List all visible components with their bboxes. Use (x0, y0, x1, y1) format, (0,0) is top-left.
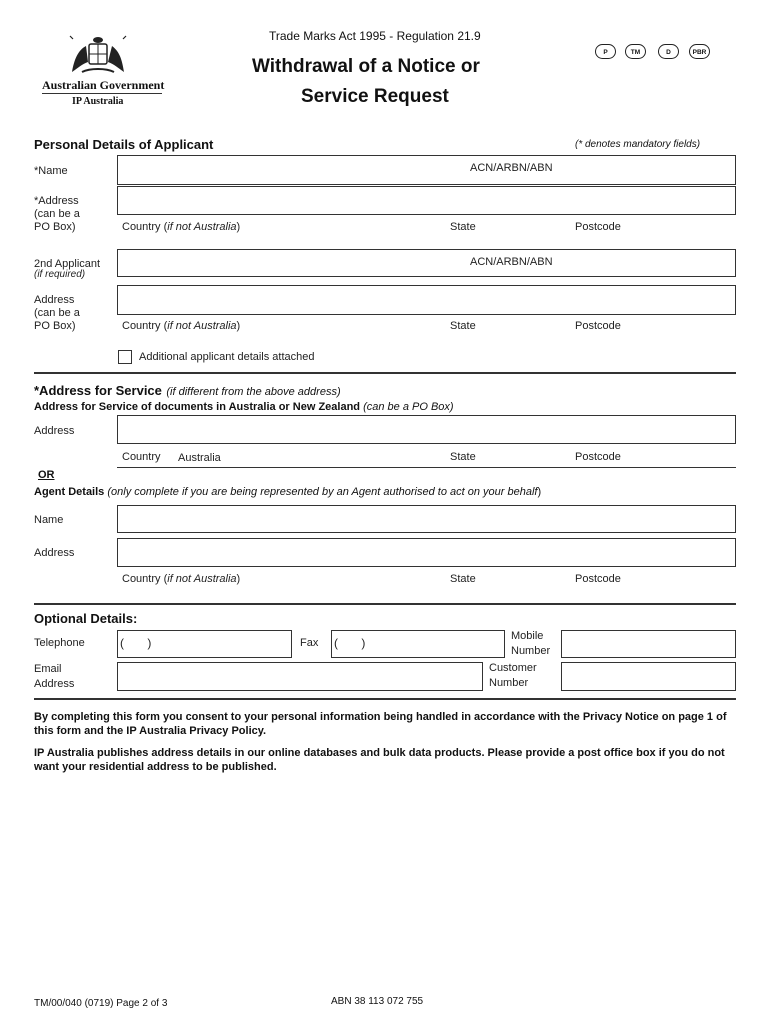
service-subtitle-row (34, 401, 454, 414)
page-title-line1: Withdrawal of a Notice or (252, 56, 480, 77)
telephone-label: Telephone (34, 637, 85, 649)
agent-address-field[interactable] (117, 538, 736, 567)
or-label: OR (38, 469, 55, 481)
country2-label-close: ) (236, 320, 241, 332)
agent-details-close: ) (537, 486, 542, 498)
agent-postcode-label: Postcode (575, 573, 621, 585)
customer-label-line1: Customer (489, 662, 537, 674)
government-name: Australian Government (42, 78, 165, 92)
agent-country-italic: if not Australia (167, 573, 237, 585)
customer-number-field[interactable] (561, 662, 736, 691)
agent-details-label: Agent Details (34, 486, 105, 498)
acn2-label: ACN/ARBN/ABN (470, 256, 553, 268)
mandatory-note: (* denotes mandatory fields) (575, 139, 701, 150)
section-divider-2 (34, 603, 736, 605)
telephone-value: ( ) (120, 636, 152, 650)
privacy-consent-notice: By completing this form you consent to your personal information being handled in accordance with the Privacy Notice on page 1 of this form and the IP Australia Privacy Policy. (34, 711, 727, 737)
badge-p: P (595, 44, 616, 59)
mobile-label-line2: Number (511, 645, 551, 657)
agent-country-label (122, 573, 240, 585)
agent-name-label: Name (34, 514, 64, 526)
email-label-line1: Email (34, 663, 62, 675)
fax-value: ( ) (334, 636, 366, 650)
publication-notice: IP Australia publishes address details in our online databases and bulk data products. Please provide a post office box if you do not want your residential address to be published. (34, 747, 725, 773)
service-address-label: Address (34, 425, 75, 437)
service-row-bottom-line (117, 467, 736, 468)
country-label-close: ) (236, 221, 241, 233)
act-reference: Trade Marks Act 1995 - Regulation 21.9 (269, 29, 481, 43)
name-label: *Name (34, 165, 68, 177)
additional-applicant-label: Additional applicant details attached (139, 351, 315, 363)
address2-sub2: PO Box) (34, 320, 76, 332)
second-country-label (122, 320, 240, 332)
agent-state-label: State (450, 573, 476, 585)
applicant-country-label (122, 221, 240, 233)
section-divider-3 (34, 698, 736, 700)
agency-name: IP Australia (72, 96, 124, 107)
service-section-title: *Address for Service (34, 383, 162, 398)
country2-label-text: Country ( (122, 320, 168, 332)
service-state-label: State (450, 451, 476, 463)
second-applicant-label: 2nd Applicant (34, 258, 101, 270)
second-postcode-label: Postcode (575, 320, 621, 332)
mobile-label-line1: Mobile (511, 630, 544, 642)
second-state-label: State (450, 320, 476, 332)
acn-label: ACN/ARBN/ABN (470, 162, 553, 174)
service-country-label: Country (122, 451, 161, 463)
customer-label-line2: Number (489, 677, 529, 689)
service-section-italic: (if different from the above address) (166, 386, 341, 398)
address2-label: Address (34, 294, 75, 306)
badge-d: D (658, 44, 679, 59)
agent-details-italic: (only complete if you are being represented by an Agent authorised to act on your behalf (107, 486, 538, 498)
applicant-name-field[interactable] (117, 155, 736, 185)
email-field[interactable] (117, 662, 483, 691)
country2-label-italic: if not Australia (167, 320, 237, 332)
coat-of-arms-icon (62, 32, 134, 78)
second-address-field[interactable] (117, 285, 736, 315)
government-crest (62, 32, 134, 78)
optional-section-title: Optional Details: (34, 611, 138, 626)
badge-tm: TM (625, 44, 646, 59)
address-sub1: (can be a (34, 208, 80, 220)
page-title-line2: Service Request (301, 86, 449, 107)
additional-applicant-checkbox[interactable] (118, 350, 132, 364)
applicant-section-title: Personal Details of Applicant (34, 137, 214, 152)
service-subtitle-italic: (can be a PO Box) (363, 401, 454, 413)
agent-details-heading (34, 486, 541, 499)
form-id: TM/00/040 (0719) Page 2 of 3 (34, 998, 168, 1009)
abn-number: ABN 38 113 072 755 (331, 996, 424, 1007)
address2-sub1: (can be a (34, 307, 80, 319)
agent-name-field[interactable] (117, 505, 736, 533)
service-country-value: Australia (178, 452, 221, 464)
address-label: *Address (34, 195, 79, 207)
country-label-italic: if not Australia (167, 221, 237, 233)
agent-country-close: ) (236, 573, 241, 585)
country-label-text: Country ( (122, 221, 168, 233)
service-section-heading (34, 382, 341, 400)
email-label-line2: Address (34, 678, 75, 690)
service-subtitle: Address for Service of documents in Australia or New Zealand (34, 401, 361, 413)
applicant-address-field[interactable] (117, 186, 736, 215)
address-sub2: PO Box) (34, 221, 76, 233)
second-applicant-field[interactable] (117, 249, 736, 277)
service-postcode-label: Postcode (575, 451, 621, 463)
badge-pbr: PBR (689, 44, 710, 59)
applicant-state-label: State (450, 221, 476, 233)
fax-label: Fax (300, 637, 319, 649)
section-divider-1 (34, 372, 736, 374)
agent-country-text: Country ( (122, 573, 168, 585)
service-address-field[interactable] (117, 415, 736, 444)
agent-address-label: Address (34, 547, 75, 559)
header-divider (42, 93, 162, 94)
mobile-field[interactable] (561, 630, 736, 658)
second-applicant-sub: (if required) (34, 269, 86, 280)
applicant-postcode-label: Postcode (575, 221, 621, 233)
